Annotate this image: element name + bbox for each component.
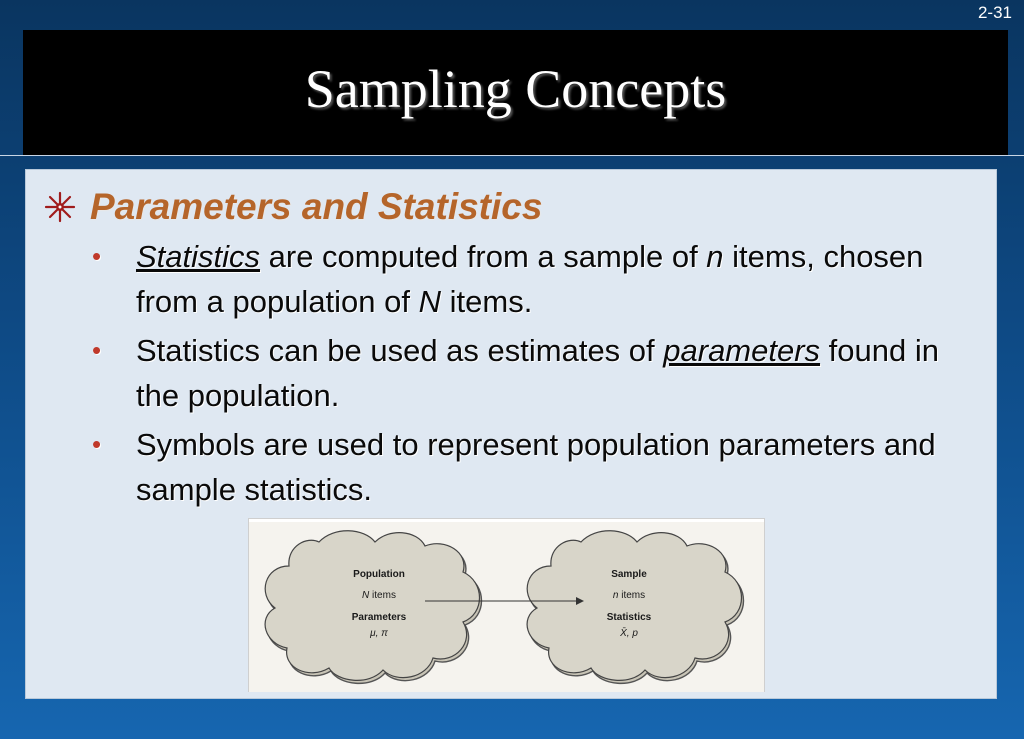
- bullet-text-part: items, chosen from a population of: [136, 239, 924, 319]
- section-heading: Parameters and Statistics: [90, 186, 543, 227]
- population-count-label: items: [369, 590, 396, 601]
- slide-number: 2-31: [977, 3, 1012, 22]
- bullet-dot-icon: •: [92, 241, 102, 271]
- sample-statistics-label: Statistics: [606, 612, 652, 623]
- sample-count-label: items: [618, 590, 646, 601]
- bullet-text-part: are computed from a sample of: [260, 239, 707, 274]
- bullet-item: [86, 422, 986, 512]
- term-parameters: parameters: [663, 333, 821, 368]
- population-count: [362, 590, 396, 601]
- sample-count: [613, 590, 645, 601]
- population-cloud-shape: [265, 531, 481, 684]
- title-divider: [0, 155, 1024, 156]
- symbol-n: n: [706, 239, 724, 274]
- heading-row: [44, 186, 542, 228]
- sample-title: Sample: [611, 569, 647, 580]
- page-title: Sampling Concepts: [304, 59, 727, 119]
- bullet-text-part: found in the population.: [136, 333, 939, 413]
- population-parameters-label: Parameters: [351, 612, 407, 623]
- sample-symbols: X̄, p: [620, 628, 638, 639]
- bullet-dot-icon: •: [92, 335, 102, 365]
- population-sample-figure: [248, 518, 765, 692]
- bullet-text: [136, 239, 923, 319]
- figure-canvas: [249, 522, 764, 692]
- sample-count-symbol: n: [612, 590, 619, 601]
- population-symbols: μ, π: [370, 628, 388, 639]
- star-bullet-icon: [44, 191, 76, 223]
- figure-diagram: [249, 522, 764, 692]
- term-statistics: Statistics: [136, 239, 261, 274]
- bullet-item: [86, 328, 986, 418]
- bullet-text-part: Statistics can be used as estimates of: [136, 333, 664, 368]
- symbol-N: N: [418, 284, 442, 319]
- population-count-symbol: N: [362, 590, 370, 601]
- bullet-dot-icon: •: [92, 429, 102, 459]
- bullet-text-part: items.: [441, 284, 533, 319]
- content-panel: [26, 170, 996, 698]
- sample-cloud-shape: [527, 531, 743, 684]
- title-bar: [23, 30, 1008, 156]
- bullet-item: [86, 234, 986, 324]
- bullet-text: [136, 333, 939, 413]
- population-title: Population: [353, 569, 405, 580]
- bullet-text: Symbols are used to represent population parameters and sample statistics.: [136, 427, 936, 507]
- bullet-list: [86, 234, 986, 512]
